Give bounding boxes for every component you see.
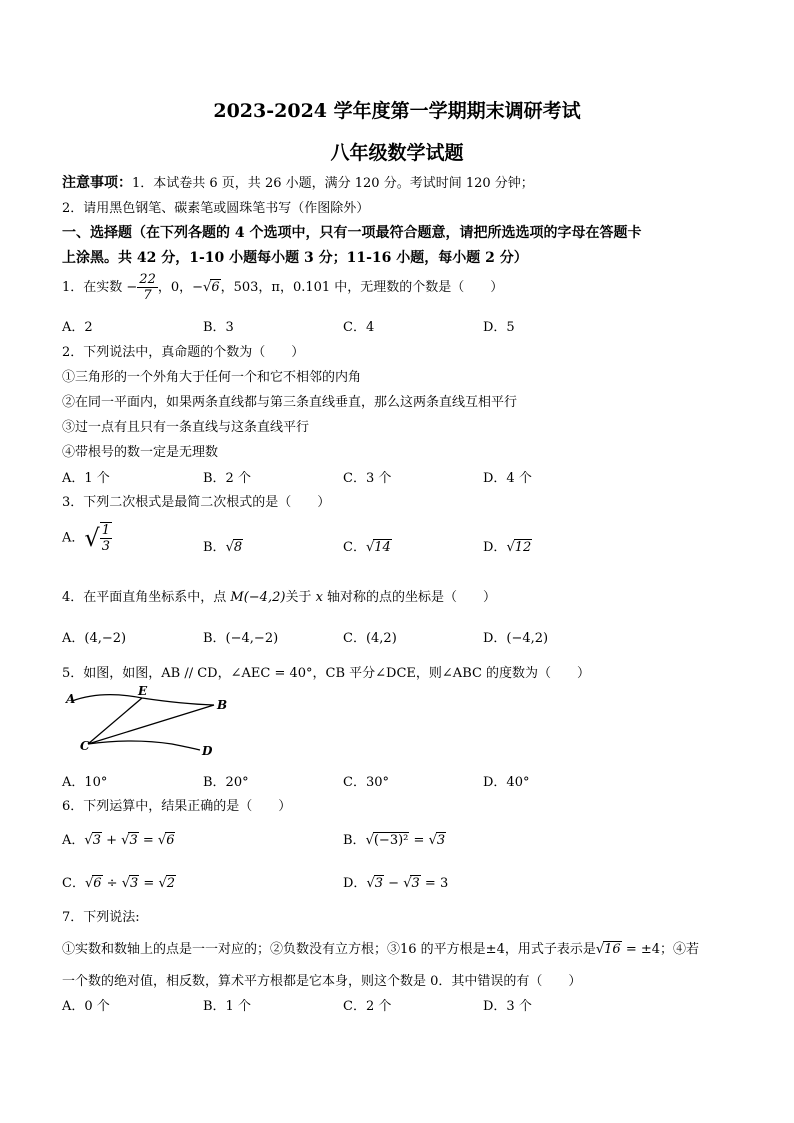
equals: =	[420, 876, 440, 891]
q1-option-d: D．5	[483, 320, 515, 335]
q6-label-c: C．	[62, 876, 85, 891]
sqrt-symbol: √	[84, 876, 94, 891]
sqrt-symbol: √	[365, 833, 374, 848]
q2-option-d: D．4 个	[483, 471, 532, 486]
notice-line-2: 2．请用黑色钢笔、碳素笔或圆珠笔书写（作图除外）	[62, 201, 370, 216]
operator: +	[101, 833, 122, 848]
q7-stem: 7．下列说法:	[62, 910, 140, 925]
result: 3	[439, 876, 449, 891]
radicand: 2	[166, 876, 176, 891]
q1-option-c: C．4	[343, 320, 375, 335]
label-b: B	[217, 698, 228, 712]
q6-option-c	[62, 872, 176, 891]
q1-mid: ，0，−	[157, 280, 204, 295]
q4-option-a: A．(4,−2)	[62, 631, 127, 646]
q7-line-2: 一个数的绝对值，相反数，算术平方根都是它本身，则这个数是 0．其中错误的有（ ）	[62, 974, 582, 989]
q3-label-b: B．	[203, 540, 226, 555]
q3-option-d	[483, 536, 532, 555]
q7-line1-suffix: = ±4；④若	[621, 942, 700, 957]
q4-option-c: C．(4,2)	[343, 631, 397, 646]
q5-option-d: D．40°	[483, 775, 530, 790]
q4-option-b: B．(−4,−2)	[203, 631, 279, 646]
q6-label-d: D．	[343, 876, 367, 891]
q7-radicand: 16	[604, 942, 621, 957]
q2-option-b: B．2 个	[203, 471, 251, 486]
q5-option-c: C．30°	[343, 775, 389, 790]
sqrt-symbol: √	[225, 540, 234, 555]
q2-item-4: ④带根号的数一定是无理数	[62, 445, 219, 460]
q3-label-d: D．	[483, 540, 507, 555]
q3-a-fraction	[100, 522, 112, 554]
q1-option-a: A．2	[62, 320, 93, 335]
q2-stem: 2．下列说法中，真命题的个数为（ ）	[62, 345, 305, 360]
q7-line-1	[62, 938, 699, 957]
q1-prefix: 1．在实数 −	[62, 280, 138, 295]
q6-label-b: B．	[343, 833, 366, 848]
line-cd	[88, 741, 200, 750]
equals: =	[409, 833, 429, 848]
sqrt-symbol: √	[84, 833, 93, 848]
section-heading-1: 一、选择题（在下列各题的 4 个选项中，只有一项最符合题意，请把所选选项的字母在答题卡	[62, 225, 642, 241]
notice-text-1: 1．本试卷共 6 页，共 26 小题，满分 120 分。考试时间 120 分钟；	[132, 176, 534, 191]
sqrt-symbol: √	[365, 540, 375, 555]
q3-label-a: A．	[62, 530, 85, 546]
sqrt-symbol: √	[203, 280, 212, 295]
equals: =	[138, 833, 158, 848]
q3-d-radicand: 12	[514, 540, 532, 555]
q7-option-b: B．1 个	[203, 999, 251, 1014]
sqrt-symbol: √	[121, 833, 130, 848]
notice-line-1	[62, 172, 534, 192]
q6-option-a	[62, 829, 175, 848]
q6-stem: 6．下列运算中，结果正确的是（ ）	[62, 799, 292, 814]
line-ce	[88, 698, 142, 744]
q6-option-d	[343, 872, 448, 891]
q4-axis: x	[315, 590, 323, 605]
q4-suffix: 轴对称的点的坐标是（ ）	[322, 590, 497, 605]
radicand: (−3)²	[373, 833, 409, 848]
q2-item-2: ②在同一平面内，如果两条直线都与第三条直线垂直，那么这两条直线互相平行	[62, 395, 518, 410]
q2-item-3: ③过一点有且只有一条直线与这条直线平行	[62, 420, 310, 435]
radicand: 6	[166, 833, 175, 848]
q3-option-c	[343, 536, 392, 555]
q5-option-a: A．10°	[62, 775, 108, 790]
q1-fraction	[137, 272, 158, 303]
radicand: 3	[374, 876, 384, 891]
q3-option-b	[203, 536, 243, 555]
sqrt-symbol: √	[157, 833, 167, 848]
q5-stem: 5．如图，如图，AB // CD，∠AEC = 40°，CB 平分∠DCE，则∠ABC 的度数为（ ）	[62, 666, 591, 681]
radicand: 3	[129, 833, 138, 848]
exam-subtitle: 八年级数学试题	[330, 142, 464, 164]
q5-figure	[62, 684, 242, 766]
radicand: 3	[92, 833, 101, 848]
q3-label-c: C．	[343, 540, 366, 555]
q1-stem	[62, 272, 503, 303]
exam-title: 2023-2024 学年度第一学期期末调研考试	[213, 100, 581, 122]
q3-a-den: 3	[101, 539, 110, 554]
radicand: 3	[436, 833, 446, 848]
q6-label-a: A．	[62, 833, 85, 848]
sqrt-symbol: √	[121, 876, 130, 891]
q4-mid: 关于	[285, 590, 316, 605]
q2-item-1: ①三角形的一个外角大于任何一个和它不相邻的内角	[62, 370, 362, 385]
q1-radicand: 6	[211, 280, 220, 295]
sqrt-symbol: √	[84, 524, 100, 552]
q3-c-radicand: 14	[374, 540, 391, 555]
radicand: 3	[130, 876, 139, 891]
q4-prefix: 4．在平面直角坐标系中，点	[62, 590, 231, 605]
line-cb	[88, 705, 214, 744]
operator: −	[384, 876, 404, 891]
label-a: A	[66, 692, 76, 706]
q3-b-radicand: 8	[233, 540, 243, 555]
q3-option-a	[62, 522, 112, 554]
sqrt-symbol: √	[158, 876, 167, 891]
q4-option-d: D．(−4,2)	[483, 631, 549, 646]
equals: =	[139, 876, 159, 891]
sqrt-symbol: √	[428, 833, 437, 848]
q7-line1-prefix: ①实数和数轴上的点是一一对应的；②负数没有立方根；③16 的平方根是±4，用式子表示是	[62, 942, 596, 957]
label-c: C	[80, 739, 90, 753]
q3-stem: 3．下列二次根式是最简二次根式的是（ ）	[62, 495, 331, 510]
operator: ÷	[102, 876, 122, 891]
label-d: D	[202, 744, 213, 758]
q1-frac-num: 22	[139, 272, 156, 287]
radicand: 6	[93, 876, 102, 891]
section-heading-2: 上涂黑。共 42 分，1-10 小题每小题 3 分；11-16 小题，每小题 2 分）	[62, 250, 528, 266]
q5-option-b: B．20°	[203, 775, 249, 790]
q1-option-b: B．3	[203, 320, 234, 335]
q6-option-b	[343, 829, 446, 848]
sqrt-symbol: √	[366, 876, 375, 891]
label-e: E	[138, 684, 148, 698]
sqrt-symbol: √	[595, 942, 605, 957]
q2-option-a: A．1 个	[62, 471, 110, 486]
q3-a-num: 1	[101, 523, 110, 538]
sqrt-symbol: √	[403, 876, 412, 891]
radicand: 3	[411, 876, 420, 891]
q7-option-a: A．0 个	[62, 999, 110, 1014]
notice-label: 注意事项：	[62, 175, 132, 191]
sqrt-symbol: √	[506, 540, 515, 555]
q2-option-c: C．3 个	[343, 471, 392, 486]
q7-option-d: D．3 个	[483, 999, 532, 1014]
q7-option-c: C．2 个	[343, 999, 392, 1014]
q1-frac-den: 7	[143, 288, 152, 303]
q4-stem	[62, 586, 496, 605]
q1-suffix: ，503，π，0.101 中，无理数的个数是（ ）	[220, 280, 504, 295]
q4-point: M(−4,2)	[230, 590, 286, 605]
